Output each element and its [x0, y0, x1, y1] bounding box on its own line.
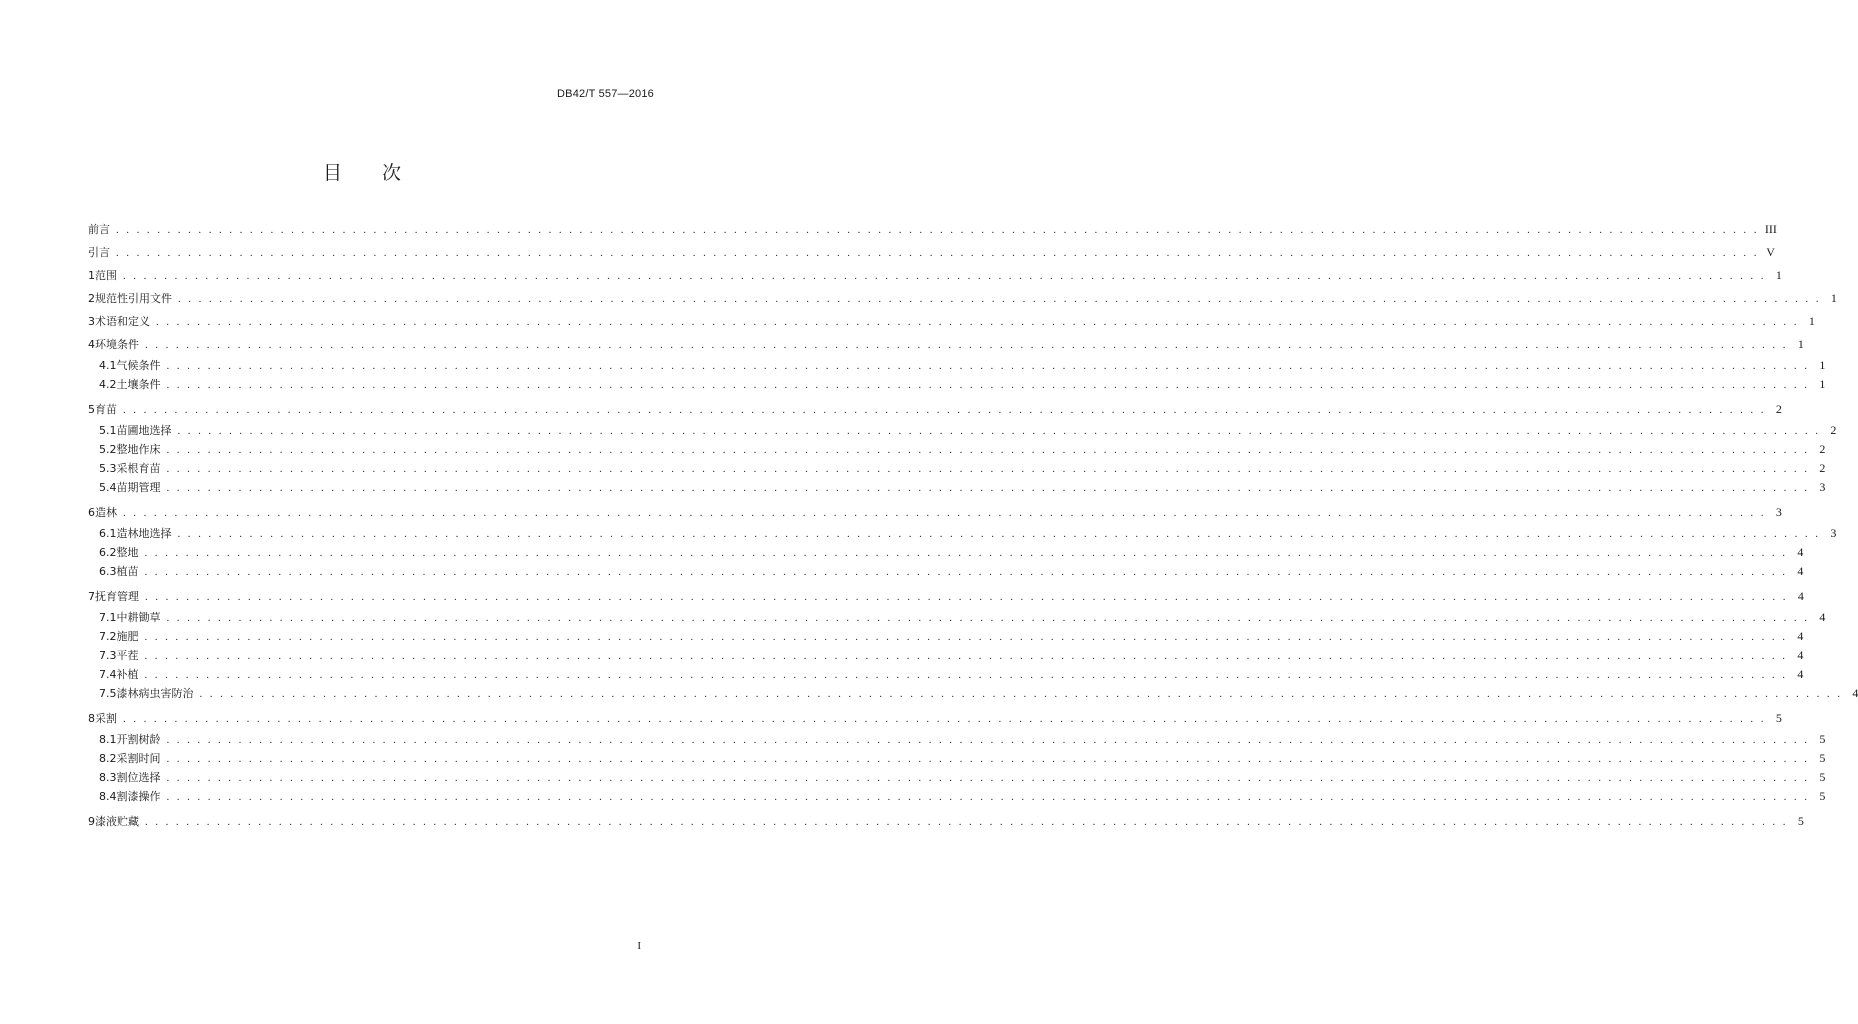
toc-entry-number: 6.1 — [99, 527, 117, 540]
toc-entry-page: 2 — [1819, 461, 1826, 475]
toc-entry[interactable] — [88, 608, 1826, 627]
toc-entry-page: 1 — [1819, 358, 1826, 372]
toc-entry[interactable] — [88, 421, 1837, 440]
toc-entry-label: 割位选择 — [116, 771, 161, 784]
toc-entry[interactable] — [88, 287, 1837, 310]
toc-entry[interactable] — [88, 356, 1826, 375]
toc-entry-label: 采根育苗 — [116, 462, 161, 475]
toc-entry[interactable] — [88, 310, 1815, 333]
dot-leader: . . . . . . . . . . . . . . . . . . . . . . . . . . . . . . . . . . . . . . . . . . . . . . . . . . . . . . . . . . . . . . . . . . . . . . . . . . . . . . . . . . . . . . . . . . . . . . . . . . . . . . . . . . . . . . . . . . . . . . . . . . . . . . . . . . . . . . . . . . . . . . . . . . . . . . . . . . . . . . . . — [156, 316, 1799, 328]
title-char-1: 目 — [322, 162, 342, 184]
toc-entry-number: 8.1 — [99, 733, 117, 746]
toc-entry-label: 采割 — [95, 712, 117, 725]
toc-entry[interactable] — [88, 810, 1804, 833]
dot-leader: . . . . . . . . . . . . . . . . . . . . . . . . . . . . . . . . . . . . . . . . . . . . . . . . . . . . . . . . . . . . . . . . . . . . . . . . . . . . . . . . . . . . . . . . . . . . . . . . . . . . . . . . . . . . . . . . . . . . . . . . . . . . . . . . . . . . . . . . . . . . . . . . . . . . . . . . . . . . . . . . — [166, 753, 1810, 765]
toc-entry-number: 7.4 — [99, 668, 117, 681]
toc-entry-page: 5 — [1819, 789, 1826, 803]
toc-entry-label: 育苗 — [95, 403, 117, 416]
toc-entry-label: 范围 — [95, 269, 117, 282]
toc-entry-number: 4.2 — [99, 378, 117, 391]
toc-entry[interactable] — [88, 333, 1804, 356]
dot-leader: . . . . . . . . . . . . . . . . . . . . . . . . . . . . . . . . . . . . . . . . . . . . . . . . . . . . . . . . . . . . . . . . . . . . . . . . . . . . . . . . . . . . . . . . . . . . . . . . . . . . . . . . . . . . . . . . . . . . . . . . . . . . . . . . . . . . . . . . . . . . . . . . . . . . . . . . . . . . . . . . — [123, 270, 1766, 282]
page-title — [0, 158, 724, 185]
toc-entry[interactable] — [88, 398, 1782, 421]
title-char-2: 次 — [382, 162, 402, 184]
toc-entry-label: 土壤条件 — [116, 378, 161, 391]
dot-leader: . . . . . . . . . . . . . . . . . . . . . . . . . . . . . . . . . . . . . . . . . . . . . . . . . . . . . . . . . . . . . . . . . . . . . . . . . . . . . . . . . . . . . . . . . . . . . . . . . . . . . . . . . . . . . . . . . . . . . . . . . . . . . . . . . . . . . . . . . . . . . . . . . . . . . . . . . . . . . . . . — [177, 425, 1821, 437]
toc-entry-number: 5.1 — [99, 424, 117, 437]
toc-entry-label: 术语和定义 — [95, 315, 150, 328]
toc-entry-page: 4 — [1797, 545, 1804, 559]
toc-entry-number: 7.5 — [99, 687, 117, 700]
toc-entry-page: 4 — [1819, 610, 1826, 624]
toc-entry-number: 6 — [88, 506, 95, 519]
toc-entry-page: 1 — [1775, 268, 1782, 282]
toc-entry-label: 施肥 — [116, 630, 139, 643]
toc-entry[interactable] — [88, 749, 1826, 768]
toc-entry-page: III — [1764, 222, 1777, 236]
toc-entry-label: 植苗 — [116, 565, 139, 578]
toc-entry-number: 7 — [88, 590, 95, 603]
toc-entry[interactable] — [88, 218, 1777, 241]
toc-entry-page: 4 — [1797, 629, 1804, 643]
document-id: DB42/T 557—2016 — [557, 88, 654, 100]
toc-entry-label: 苗期管理 — [116, 481, 161, 494]
toc-entry-page: 5 — [1797, 814, 1804, 828]
toc-entry-page: 3 — [1775, 505, 1782, 519]
toc-entry-number: 2 — [88, 292, 95, 305]
toc-entry-number: 7.1 — [99, 611, 117, 624]
toc-entry-label: 整地作床 — [116, 443, 161, 456]
dot-leader: . . . . . . . . . . . . . . . . . . . . . . . . . . . . . . . . . . . . . . . . . . . . . . . . . . . . . . . . . . . . . . . . . . . . . . . . . . . . . . . . . . . . . . . . . . . . . . . . . . . . . . . . . . . . . . . . . . . . . . . . . . . . . . . . . . . . . . . . . . . . . . . . . . . . . . . . . . . . . . . . — [166, 734, 1810, 746]
toc-entry[interactable] — [88, 787, 1826, 806]
dot-leader: . . . . . . . . . . . . . . . . . . . . . . . . . . . . . . . . . . . . . . . . . . . . . . . . . . . . . . . . . . . . . . . . . . . . . . . . . . . . . . . . . . . . . . . . . . . . . . . . . . . . . . . . . . . . . . . . . . . . . . . . . . . . . . . . . . . . . . . . . . . . . . . . . . . . . . . . . . . . . . . . — [116, 224, 1759, 236]
toc-entry-number: 1 — [88, 269, 95, 282]
toc-entry-label: 苗圃地选择 — [116, 424, 172, 437]
dot-leader: . . . . . . . . . . . . . . . . . . . . . . . . . . . . . . . . . . . . . . . . . . . . . . . . . . . . . . . . . . . . . . . . . . . . . . . . . . . . . . . . . . . . . . . . . . . . . . . . . . . . . . . . . . . . . . . . . . . . . . . . . . . . . . . . . . . . . . . . . . . . . . . . . . . . . . . . . . . . . . . . — [144, 631, 1788, 643]
toc-entry[interactable] — [88, 264, 1782, 287]
toc-entry-label: 采割时间 — [116, 752, 161, 765]
toc-entry-page: 4 — [1797, 648, 1804, 662]
table-of-contents — [88, 218, 1858, 833]
toc-entry-number: 8.4 — [99, 790, 117, 803]
dot-leader: . . . . . . . . . . . . . . . . . . . . . . . . . . . . . . . . . . . . . . . . . . . . . . . . . . . . . . . . . . . . . . . . . . . . . . . . . . . . . . . . . . . . . . . . . . . . . . . . . . . . . . . . . . . . . . . . . . . . . . . . . . . . . . . . . . . . . . . . . . . . . . . . . . . . . . . . . . . . . . . . — [166, 612, 1810, 624]
toc-entry-number: 4.1 — [99, 359, 117, 372]
toc-entry-number: 5.4 — [99, 481, 117, 494]
dot-leader: . . . . . . . . . . . . . . . . . . . . . . . . . . . . . . . . . . . . . . . . . . . . . . . . . . . . . . . . . . . . . . . . . . . . . . . . . . . . . . . . . . . . . . . . . . . . . . . . . . . . . . . . . . . . . . . . . . . . . . . . . . . . . . . . . . . . . . . . . . . . . . . . . . . . . . . . . . . . . . . . — [166, 360, 1810, 372]
toc-entry[interactable] — [88, 562, 1804, 581]
dot-leader: . . . . . . . . . . . . . . . . . . . . . . . . . . . . . . . . . . . . . . . . . . . . . . . . . . . . . . . . . . . . . . . . . . . . . . . . . . . . . . . . . . . . . . . . . . . . . . . . . . . . . . . . . . . . . . . . . . . . . . . . . . . . . . . . . . . . . . . . . . . . . . . . . . . . . . . . . . . . . . . . — [177, 528, 1821, 540]
dot-leader: . . . . . . . . . . . . . . . . . . . . . . . . . . . . . . . . . . . . . . . . . . . . . . . . . . . . . . . . . . . . . . . . . . . . . . . . . . . . . . . . . . . . . . . . . . . . . . . . . . . . . . . . . . . . . . . . . . . . . . . . . . . . . . . . . . . . . . . . . . . . . . . . . . . . . . . . . . . . . . . . — [166, 379, 1810, 391]
toc-entry-page: 2 — [1830, 423, 1837, 437]
toc-entry-label: 平茬 — [116, 649, 139, 662]
toc-entry-page: 4 — [1797, 667, 1804, 681]
toc-entry-number: 6.3 — [99, 565, 117, 578]
dot-leader: . . . . . . . . . . . . . . . . . . . . . . . . . . . . . . . . . . . . . . . . . . . . . . . . . . . . . . . . . . . . . . . . . . . . . . . . . . . . . . . . . . . . . . . . . . . . . . . . . . . . . . . . . . . . . . . . . . . . . . . . . . . . . . . . . . . . . . . . . . . . . . . . . . . . . . . . . . . . . . . . — [144, 547, 1788, 559]
toc-entry[interactable] — [88, 478, 1826, 497]
toc-entry[interactable] — [88, 627, 1804, 646]
toc-entry[interactable] — [88, 440, 1826, 459]
toc-entry-page: V — [1766, 245, 1775, 259]
toc-entry-label: 整地 — [116, 546, 139, 559]
page-number: I — [637, 940, 641, 952]
dot-leader: . . . . . . . . . . . . . . . . . . . . . . . . . . . . . . . . . . . . . . . . . . . . . . . . . . . . . . . . . . . . . . . . . . . . . . . . . . . . . . . . . . . . . . . . . . . . . . . . . . . . . . . . . . . . . . . . . . . . . . . . . . . . . . . . . . . . . . . . . . . . . . . . . . . . . . . . . . . . . . . . — [166, 772, 1810, 784]
toc-entry[interactable] — [88, 665, 1804, 684]
toc-entry-label: 漆林病虫害防治 — [116, 687, 194, 700]
toc-entry-page: 2 — [1775, 402, 1782, 416]
toc-entry[interactable] — [88, 543, 1804, 562]
toc-entry-number: 7.2 — [99, 630, 117, 643]
toc-entry[interactable] — [88, 684, 1858, 703]
toc-entry[interactable] — [88, 585, 1804, 608]
toc-entry-page: 5 — [1819, 770, 1826, 784]
dot-leader: . . . . . . . . . . . . . . . . . . . . . . . . . . . . . . . . . . . . . . . . . . . . . . . . . . . . . . . . . . . . . . . . . . . . . . . . . . . . . . . . . . . . . . . . . . . . . . . . . . . . . . . . . . . . . . . . . . . . . . . . . . . . . . . . . . . . . . . . . . . . . . . . . . . . . . . . . . . . . . . . — [144, 669, 1788, 681]
toc-entry-number: 4 — [88, 338, 95, 351]
toc-entry[interactable] — [88, 501, 1782, 524]
toc-entry-label: 前言 — [88, 223, 110, 236]
dot-leader: . . . . . . . . . . . . . . . . . . . . . . . . . . . . . . . . . . . . . . . . . . . . . . . . . . . . . . . . . . . . . . . . . . . . . . . . . . . . . . . . . . . . . . . . . . . . . . . . . . . . . . . . . . . . . . . . . . . . . . . . . . . . . . . . . . . . . . . . . . . . . . . . . . . . . . . . . . . . . . . . — [166, 444, 1810, 456]
toc-entry[interactable] — [88, 459, 1826, 478]
toc-entry[interactable] — [88, 524, 1837, 543]
toc-entry-label: 抚育管理 — [95, 590, 139, 603]
toc-entry-page: 1 — [1819, 377, 1826, 391]
toc-entry-number: 5 — [88, 403, 95, 416]
toc-entry-page: 1 — [1808, 314, 1815, 328]
toc-entry-page: 1 — [1797, 337, 1804, 351]
toc-entry-label: 规范性引用文件 — [95, 292, 172, 305]
toc-entry-label: 引言 — [88, 246, 110, 259]
toc-entry-number: 5.3 — [99, 462, 117, 475]
toc-entry-label: 开割树龄 — [116, 733, 161, 746]
toc-entry-label: 环境条件 — [95, 338, 139, 351]
dot-leader: . . . . . . . . . . . . . . . . . . . . . . . . . . . . . . . . . . . . . . . . . . . . . . . . . . . . . . . . . . . . . . . . . . . . . . . . . . . . . . . . . . . . . . . . . . . . . . . . . . . . . . . . . . . . . . . . . . . . . . . . . . . . . . . . . . . . . . . . . . . . . . . . . . . . . . . . . . . . . . . . — [166, 463, 1810, 475]
toc-entry-label: 气候条件 — [116, 359, 161, 372]
toc-entry-page: 5 — [1819, 732, 1826, 746]
toc-entry-label: 造林 — [95, 506, 117, 519]
dot-leader: . . . . . . . . . . . . . . . . . . . . . . . . . . . . . . . . . . . . . . . . . . . . . . . . . . . . . . . . . . . . . . . . . . . . . . . . . . . . . . . . . . . . . . . . . . . . . . . . . . . . . . . . . . . . . . . . . . . . . . . . . . . . . . . . . . . . . . . . . . . . . . . . . . . . . . . . . . . . . . . . — [178, 293, 1821, 305]
toc-entry[interactable] — [88, 730, 1826, 749]
toc-entry-number: 3 — [88, 315, 95, 328]
toc-entry-page: 4 — [1852, 686, 1858, 700]
toc-entry-number: 8.3 — [99, 771, 117, 784]
toc-entry-label: 造林地选择 — [116, 527, 172, 540]
toc-entry-page: 4 — [1797, 564, 1804, 578]
toc-entry[interactable] — [88, 646, 1804, 665]
toc-entry[interactable] — [88, 241, 1775, 264]
toc-entry-number: 8 — [88, 712, 95, 725]
dot-leader: . . . . . . . . . . . . . . . . . . . . . . . . . . . . . . . . . . . . . . . . . . . . . . . . . . . . . . . . . . . . . . . . . . . . . . . . . . . . . . . . . . . . . . . . . . . . . . . . . . . . . . . . . . . . . . . . . . . . . . . . . . . . . . . . . . . . . . . . . . . . . . . . . . . . . . . . . . . . . . . . — [123, 713, 1766, 725]
toc-entry[interactable] — [88, 707, 1782, 730]
dot-leader: . . . . . . . . . . . . . . . . . . . . . . . . . . . . . . . . . . . . . . . . . . . . . . . . . . . . . . . . . . . . . . . . . . . . . . . . . . . . . . . . . . . . . . . . . . . . . . . . . . . . . . . . . . . . . . . . . . . . . . . . . . . . . . . . . . . . . . . . . . . . . . . . . . . . . . . . . . . . . . . . — [166, 791, 1810, 803]
dot-leader: . . . . . . . . . . . . . . . . . . . . . . . . . . . . . . . . . . . . . . . . . . . . . . . . . . . . . . . . . . . . . . . . . . . . . . . . . . . . . . . . . . . . . . . . . . . . . . . . . . . . . . . . . . . . . . . . . . . . . . . . . . . . . . . . . . . . . . . . . . . . . . . . . . . . . . . . . . . . . . . . — [145, 339, 1788, 351]
toc-entry-number: 7.3 — [99, 649, 117, 662]
toc-entry-page: 5 — [1819, 751, 1826, 765]
dot-leader: . . . . . . . . . . . . . . . . . . . . . . . . . . . . . . . . . . . . . . . . . . . . . . . . . . . . . . . . . . . . . . . . . . . . . . . . . . . . . . . . . . . . . . . . . . . . . . . . . . . . . . . . . . . . . . . . . . . . . . . . . . . . . . . . . . . . . . . . . . . . . . . . . . . . . . . . . . . . . . . . — [145, 591, 1788, 603]
toc-entry-label: 割漆操作 — [116, 790, 161, 803]
toc-entry-page: 5 — [1775, 711, 1782, 725]
dot-leader: . . . . . . . . . . . . . . . . . . . . . . . . . . . . . . . . . . . . . . . . . . . . . . . . . . . . . . . . . . . . . . . . . . . . . . . . . . . . . . . . . . . . . . . . . . . . . . . . . . . . . . . . . . . . . . . . . . . . . . . . . . . . . . . . . . . . . . . . . . . . . . . . . . . . . . . . . . . . . . . . — [144, 566, 1788, 578]
toc-entry-page: 1 — [1830, 291, 1837, 305]
toc-entry-page: 4 — [1797, 589, 1804, 603]
toc-entry-page: 2 — [1819, 442, 1826, 456]
toc-entry[interactable] — [88, 768, 1826, 787]
dot-leader: . . . . . . . . . . . . . . . . . . . . . . . . . . . . . . . . . . . . . . . . . . . . . . . . . . . . . . . . . . . . . . . . . . . . . . . . . . . . . . . . . . . . . . . . . . . . . . . . . . . . . . . . . . . . . . . . . . . . . . . . . . . . . . . . . . . . . . . . . . . . . . . . . . . . . . . . . . . . . . . . — [116, 247, 1759, 259]
toc-entry-page: 3 — [1830, 526, 1837, 540]
toc-entry-page: 3 — [1819, 480, 1826, 494]
toc-entry-number: 9 — [88, 815, 95, 828]
dot-leader: . . . . . . . . . . . . . . . . . . . . . . . . . . . . . . . . . . . . . . . . . . . . . . . . . . . . . . . . . . . . . . . . . . . . . . . . . . . . . . . . . . . . . . . . . . . . . . . . . . . . . . . . . . . . . . . . . . . . . . . . . . . . . . . . . . . . . . . . . . . . . . . . . . . . . . . . . . . . . . . . — [166, 482, 1810, 494]
dot-leader: . . . . . . . . . . . . . . . . . . . . . . . . . . . . . . . . . . . . . . . . . . . . . . . . . . . . . . . . . . . . . . . . . . . . . . . . . . . . . . . . . . . . . . . . . . . . . . . . . . . . . . . . . . . . . . . . . . . . . . . . . . . . . . . . . . . . . . . . . . . . . . . . . . . . . . . . . . . . . . . . — [123, 404, 1766, 416]
toc-entry-label: 漆液贮藏 — [95, 815, 139, 828]
dot-leader: . . . . . . . . . . . . . . . . . . . . . . . . . . . . . . . . . . . . . . . . . . . . . . . . . . . . . . . . . . . . . . . . . . . . . . . . . . . . . . . . . . . . . . . . . . . . . . . . . . . . . . . . . . . . . . . . . . . . . . . . . . . . . . . . . . . . . . . . . . . . . . . . . . . . . . . . . . . . . . . . — [145, 816, 1788, 828]
dot-leader: . . . . . . . . . . . . . . . . . . . . . . . . . . . . . . . . . . . . . . . . . . . . . . . . . . . . . . . . . . . . . . . . . . . . . . . . . . . . . . . . . . . . . . . . . . . . . . . . . . . . . . . . . . . . . . . . . . . . . . . . . . . . . . . . . . . . . . . . . . . . . . . . . . . . . . . . . . . . . . . . — [144, 650, 1788, 662]
dot-leader: . . . . . . . . . . . . . . . . . . . . . . . . . . . . . . . . . . . . . . . . . . . . . . . . . . . . . . . . . . . . . . . . . . . . . . . . . . . . . . . . . . . . . . . . . . . . . . . . . . . . . . . . . . . . . . . . . . . . . . . . . . . . . . . . . . . . . . . . . . . . . . . . . . . . . . . . . . . . . . . . — [199, 688, 1843, 700]
toc-entry-number: 6.2 — [99, 546, 117, 559]
toc-entry-number: 5.2 — [99, 443, 117, 456]
toc-entry-label: 补植 — [116, 668, 139, 681]
toc-entry[interactable] — [88, 375, 1826, 394]
toc-entry-label: 中耕锄草 — [116, 611, 161, 624]
toc-entry-number: 8.2 — [99, 752, 117, 765]
dot-leader: . . . . . . . . . . . . . . . . . . . . . . . . . . . . . . . . . . . . . . . . . . . . . . . . . . . . . . . . . . . . . . . . . . . . . . . . . . . . . . . . . . . . . . . . . . . . . . . . . . . . . . . . . . . . . . . . . . . . . . . . . . . . . . . . . . . . . . . . . . . . . . . . . . . . . . . . . . . . . . . . — [123, 507, 1766, 519]
